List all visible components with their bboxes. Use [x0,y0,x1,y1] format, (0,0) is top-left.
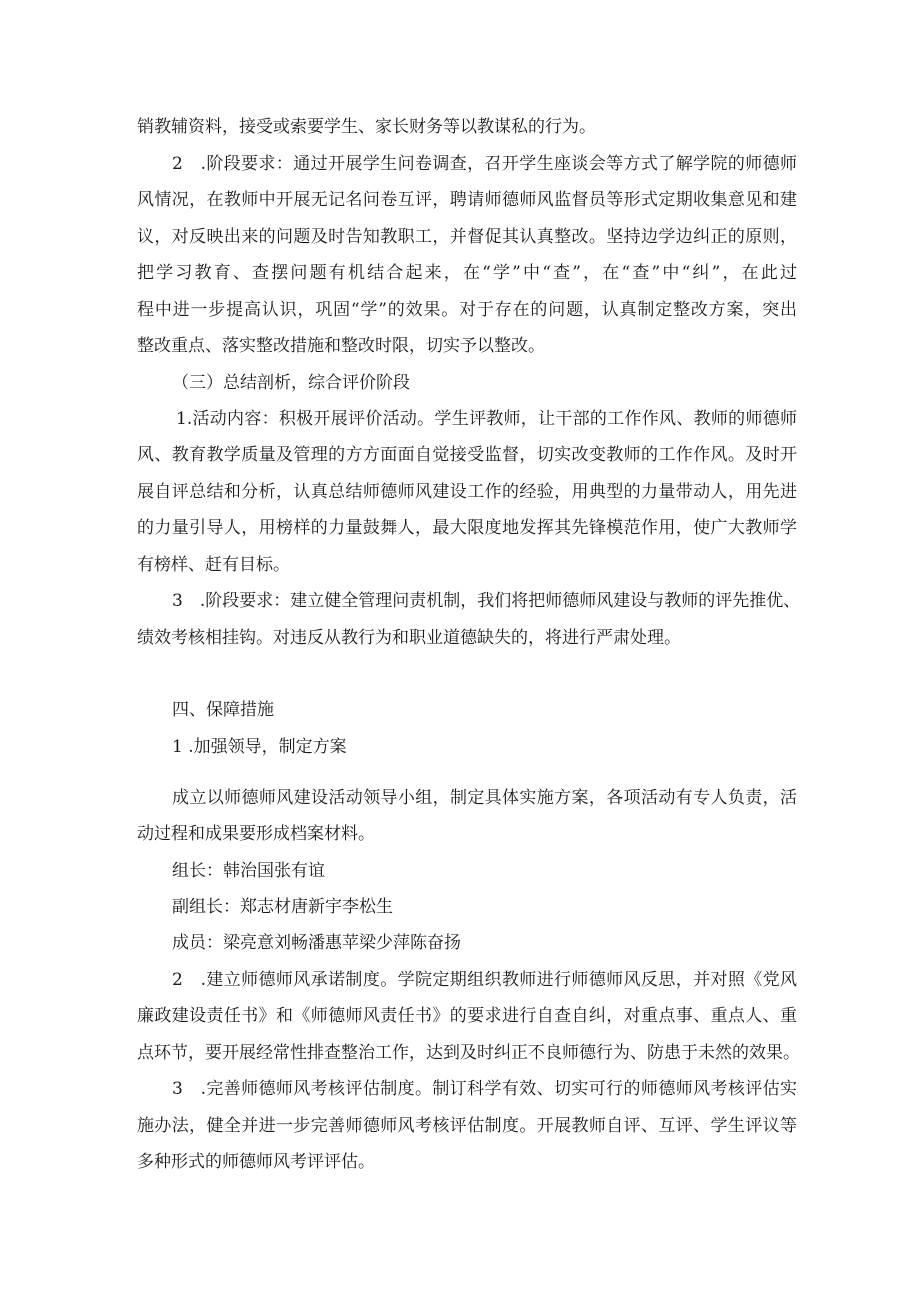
paragraph-line: 动过程和成果要形成档案材料。 [137,824,375,844]
paragraph-line: 多种形式的师德师风考评评估。 [137,1152,375,1172]
paragraph-line: 展自评总结和分析，认真总结师德师风建设工作的经验，用典型的力量带动人，用先进 [137,482,797,502]
paragraph-line: 3 .完善师德师风考核评估制度。制订科学有效、切实可行的师德师风考核评估实 [172,1079,797,1099]
paragraph-line: 议，对反映出来的问题及时告知教职工，并督促其认真整改。坚持边学边纠正的原则， [137,227,797,247]
paragraph-line: 2 .阶段要求：通过开展学生问卷调查，召开学生座谈会等方式了解学院的师德师 [172,154,797,174]
paragraph-line: 2 .建立师德师风承诺制度。学院定期组织教师进行师德师风反思，并对照《党风 [172,970,797,990]
section-heading: （三）总结剖析，综合评价阶段 [172,373,410,393]
paragraph-line: 廉政建设责任书》和《师德师风责任书》的要求进行自查自纠，对重点事、重点人、重 [137,1006,797,1026]
paragraph-line: 3 .阶段要求：建立健全管理问责机制，我们将把师德师风建设与教师的评先推优、 [172,591,801,611]
paragraph-line: 1.活动内容：积极开展评价活动。学生评教师，让干部的工作作风、教师的师德师 [176,409,797,429]
paragraph-line: 销教辅资料，接受或索要学生、家长财务等以教谋私的行为。 [137,117,596,137]
paragraph-line: 施办法，健全并进一步完善师德师风考核评估制度。开展教师自评、互评、学生评议等 [137,1116,797,1136]
paragraph-line: 绩效考核相挂钩。对违反从教行为和职业道德缺失的，将进行严肃处理。 [137,628,681,648]
subsection-heading: 1 .加强领导，制定方案 [172,737,347,757]
team-leader: 组长：韩治国张有谊 [172,861,325,881]
section-heading: 四、保障措施 [172,700,274,720]
paragraph-line: 成立以师德师风建设活动领导小组，制定具体实施方案，各项活动有专人负责，活 [172,788,797,808]
paragraph-line: 的力量引导人，用榜样的力量鼓舞人，最大限度地发挥其先锋模范作用，使广大教师学 [137,518,797,538]
paragraph-line: 风情况，在教师中开展无记名问卷互评，聘请师德师风监督员等形式定期收集意见和建 [137,190,797,210]
paragraph-line: 把学习教育、查摆问题有机结合起来，在“学”中“查”，在“查”中“纠”，在此过 [137,263,797,283]
paragraph-line: 风、教育教学质量及管理的方方面面自觉接受监督，切实改变教师的工作作风。及时开 [137,445,797,465]
team-members: 成员：梁亮意刘畅潘惠苹梁少萍陈奋扬 [172,933,461,953]
paragraph-line: 程中进一步提高认识，巩固“学”的效果。对于存在的问题，认真制定整改方案，突出 [137,300,797,320]
paragraph-line: 点环节，要开展经常性排查整治工作，达到及时纠正不良师德行为、防患于未然的效果。 [137,1043,800,1063]
team-deputy-leader: 副组长：郑志材唐新宇李松生 [172,897,393,917]
paragraph-line: 有榜样、赶有目标。 [137,555,290,575]
paragraph-line: 整改重点、落实整改措施和整改时限，切实予以整改。 [137,336,545,356]
